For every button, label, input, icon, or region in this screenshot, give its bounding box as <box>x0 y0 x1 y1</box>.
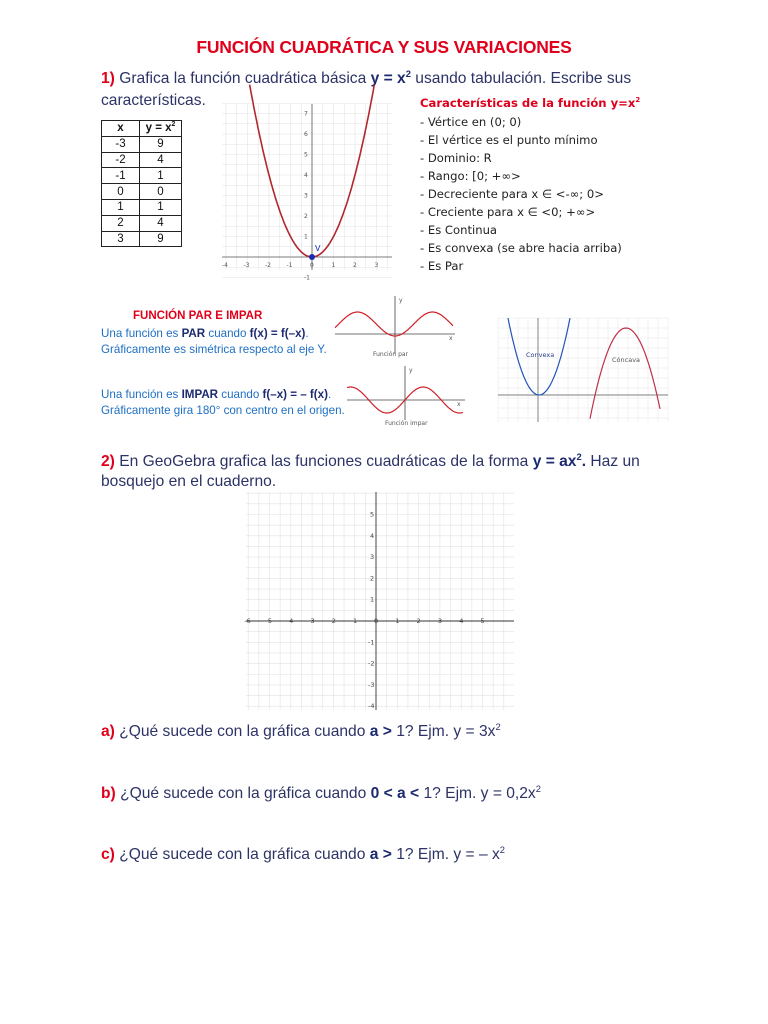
impar-definition: Una función es IMPAR cuando f(–x) = – f(x). Gráficamente gira 180° con centro en el origen. <box>101 388 345 417</box>
axis-x-label: x <box>449 335 453 342</box>
question-c: c) ¿Qué sucede con la gráfica cuando a > 1? Ejm. y = – $x^2$ <box>101 844 505 863</box>
impar-keyword: IMPAR <box>181 388 219 401</box>
y-tick-label: 3 <box>304 192 308 200</box>
parabola-graph <box>222 104 392 282</box>
table-header-x: x <box>102 121 140 137</box>
even-wave-curve <box>335 312 453 336</box>
axis-y-label: y <box>409 367 413 374</box>
table-cell-y: 1 <box>140 199 182 215</box>
x-tick-label: -4 <box>286 617 294 625</box>
par-keyword: PAR <box>181 327 206 340</box>
impar-formula: f(–x) = – f(x) <box>262 388 328 401</box>
par-impar-title: FUNCIÓN PAR E IMPAR <box>133 310 263 322</box>
characteristic-item: - Decreciente para x ∈ <-∞; 0> <box>420 187 604 201</box>
characteristic-item: - El vértice es el punto mínimo <box>420 133 598 147</box>
table-row <box>102 152 182 168</box>
table-row <box>102 136 182 152</box>
characteristics-title: Características de la función $y=x^2$ <box>420 96 641 110</box>
table-row <box>102 199 182 215</box>
x-tick-label: -4 <box>222 262 228 269</box>
par-formula: f(x) = f(–x) <box>249 327 306 340</box>
convex-label: Convexa <box>526 351 555 359</box>
y-tick-label: -3 <box>368 680 375 689</box>
y-tick-label: -4 <box>368 702 375 711</box>
question-b: b) ¿Qué sucede con la gráfica cuando 0 < a < 1? Ejm. $y = 0,2x^2$ <box>101 783 541 802</box>
table-row <box>102 184 182 200</box>
x-tick-label: -2 <box>329 617 336 625</box>
axis-y-label: y <box>399 297 403 304</box>
vertex-point <box>309 254 315 260</box>
vertex-label: V <box>315 244 321 253</box>
x-tick-label: -5 <box>265 617 272 625</box>
x-tick-label: 1 <box>395 617 400 625</box>
graph-background <box>498 318 668 422</box>
table-cell-y: 4 <box>140 152 182 168</box>
y-tick-label: -2 <box>368 659 375 668</box>
x-tick-label: 0 <box>310 262 314 269</box>
question-text-continued: Haz un bosquejo en el cuaderno. <box>101 453 640 490</box>
even-function-graph <box>333 292 463 358</box>
table-cell-x: -2 <box>102 152 140 168</box>
x-tick-label: -3 <box>243 262 250 269</box>
question-number: 2) <box>101 453 115 470</box>
characteristic-item: - Dominio: R <box>420 151 492 165</box>
x-tick-label: -2 <box>265 262 271 269</box>
characteristic-item: - Es convexa (se abre hacia arriba) <box>420 241 622 255</box>
function-formula: $y = x^2$ <box>370 68 411 87</box>
table-header-y: $y = x^2$ <box>140 121 182 137</box>
question-2 <box>101 452 661 492</box>
x-tick-label: -1 <box>286 262 293 269</box>
characteristic-item: - Es Continua <box>420 223 498 237</box>
table-row <box>102 231 182 247</box>
characteristic-item: - Rango: [0; +∞> <box>420 169 521 183</box>
even-graph-caption: Función par <box>373 351 409 358</box>
y-tick-label: 7 <box>304 110 308 118</box>
table-cell-y: 4 <box>140 215 182 231</box>
concave-label: Cóncava <box>612 356 641 364</box>
x-tick-label: 1 <box>331 262 336 269</box>
par-definition: Una función es PAR cuando f(x) = f(–x). Gráficamente es simétrica respecto al eje Y. <box>101 327 327 356</box>
concavity-graph <box>498 318 668 422</box>
axis-x-label: x <box>457 401 461 408</box>
x-tick-label: 4 <box>459 617 464 625</box>
x-tick-label: -6 <box>244 617 251 625</box>
odd-graph-caption: Función impar <box>385 420 428 427</box>
y-tick-label: -1 <box>368 638 375 647</box>
x-tick-label: -3 <box>308 617 315 625</box>
table-cell-y: 0 <box>140 184 182 200</box>
y-tick-label: 1 <box>304 233 308 241</box>
table-cell-y: 9 <box>140 231 182 247</box>
question-text-continued: usando tabulación. Escribe sus características. <box>101 70 632 109</box>
x-tick-label: 3 <box>374 262 379 269</box>
y-tick-label: 4 <box>370 531 375 540</box>
x-tick-label: 5 <box>480 617 485 625</box>
table-cell-x: 1 <box>102 199 140 215</box>
characteristic-item: - Vértice en (0; 0) <box>420 115 522 129</box>
characteristics-box <box>420 96 640 275</box>
table-cell-x: 0 <box>102 184 140 200</box>
x-tick-label: 0 <box>374 617 379 625</box>
y-tick-label: 1 <box>370 595 375 604</box>
page-title: FUNCIÓN CUADRÁTICA Y SUS VARIACIONES <box>196 37 572 57</box>
x-tick-label: 2 <box>353 262 357 269</box>
table-cell-x: -3 <box>102 136 140 152</box>
y-tick-label: 3 <box>370 553 375 562</box>
y-tick-label: 2 <box>304 213 308 220</box>
y-tick-label: 2 <box>370 574 375 583</box>
table-cell-x: 2 <box>102 215 140 231</box>
table-cell-y: 1 <box>140 168 182 184</box>
question-number: 1) <box>101 70 115 87</box>
table-row <box>102 168 182 184</box>
characteristic-item: - Es Par <box>420 259 464 273</box>
table-cell-x: 3 <box>102 231 140 247</box>
question-a: a) ¿Qué sucede con la gráfica cuando a > 1? Ejm. $y = 3x^2$ <box>101 721 501 740</box>
blank-coordinate-grid <box>246 492 514 710</box>
y-tick-label: -1 <box>304 274 310 282</box>
characteristics-list <box>420 113 640 275</box>
y-tick-label: 6 <box>304 131 308 138</box>
grid-background <box>246 492 514 710</box>
y-tick-label: 4 <box>304 172 308 179</box>
odd-function-graph <box>345 362 473 428</box>
function-formula: $y = ax^2$. <box>532 451 587 470</box>
table-cell-x: -1 <box>102 168 140 184</box>
x-tick-label: -1 <box>350 617 358 625</box>
table-row <box>102 215 182 231</box>
y-tick-label: 5 <box>370 510 375 519</box>
x-tick-label: 3 <box>437 617 443 625</box>
x-tick-label: 2 <box>416 617 421 625</box>
y-tick-label: 5 <box>304 151 308 159</box>
question-text: En GeoGebra grafica las funciones cuadráticas de la forma <box>119 453 529 470</box>
characteristic-item: - Creciente para x ∈ <0; +∞> <box>420 205 596 219</box>
table-cell-y: 9 <box>140 136 182 152</box>
tabulation-table <box>101 120 182 247</box>
question-text: Grafica la función cuadrática básica <box>119 70 367 87</box>
